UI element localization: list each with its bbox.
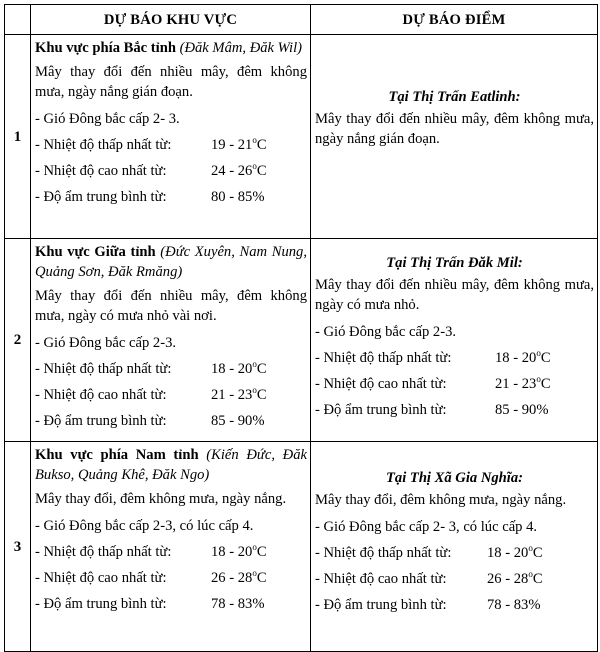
point-humidity-label: - Độ ẩm trung bình từ: [315, 402, 447, 418]
humidity-label: - Độ ẩm trung bình từ: [35, 189, 167, 205]
tmax-value: 24 - 26$^o$C [211, 161, 267, 179]
area-cell [31, 35, 311, 239]
point-wind-text: - Gió Đông bắc cấp 2-3. [315, 324, 457, 340]
table-row [5, 442, 598, 652]
area-description: Mây thay đổi đến nhiều mây, đêm không mưa, ngày nắng gián đoạn. [35, 64, 307, 100]
area-list: (Kiến Đức, Đăk Bukso, Quảng Khê, Đăk Ngo) [35, 447, 307, 483]
forecast-table [4, 4, 598, 652]
point-description: Mây thay đổi, đêm không mưa, ngày nắng. [315, 492, 567, 508]
point-humidity-value: 78 - 83% [487, 597, 541, 613]
humidity-value: 80 - 85% [211, 189, 265, 205]
point-tmax-label: - Nhiệt độ cao nhất từ: [315, 376, 447, 392]
tmin-value: 18 - 20$^o$C [211, 359, 267, 377]
humidity-label: - Độ ẩm trung bình từ: [35, 596, 167, 612]
point-tmin-line [315, 343, 594, 369]
tmax-value: 21 - 23$^o$C [211, 385, 267, 403]
area-title: Khu vực Giữa tỉnh [35, 244, 156, 260]
point-humidity-label: - Độ ẩm trung bình từ: [315, 597, 447, 613]
point-cell [311, 35, 598, 239]
area-title: Khu vực phía Nam tỉnh [35, 447, 199, 463]
header-row [5, 5, 598, 35]
point-humidity-line [315, 395, 594, 421]
point-tmin-line [315, 538, 594, 564]
point-humidity-value: 85 - 90% [495, 402, 549, 418]
tmax-label: - Nhiệt độ cao nhất từ: [35, 570, 167, 586]
header-area: DỰ BÁO KHU VỰC [31, 5, 311, 35]
table-row [5, 35, 598, 239]
tmin-line [35, 537, 307, 563]
point-tmax-value: 21 - 23$^o$C [495, 374, 551, 392]
point-tmin-value: 18 - 20$^o$C [487, 543, 543, 561]
humidity-value: 78 - 83% [211, 596, 265, 612]
row-number: 3 [5, 442, 31, 652]
humidity-value: 85 - 90% [211, 413, 265, 429]
area-heading [35, 445, 307, 485]
area-heading [35, 38, 307, 58]
point-wind-line [315, 512, 594, 538]
point-wind-line [315, 317, 594, 343]
wind-text: - Gió Đông bắc cấp 2-3, có lúc cấp 4. [35, 518, 254, 534]
point-cell [311, 442, 598, 652]
humidity-line [35, 406, 307, 432]
tmax-value: 26 - 28$^o$C [211, 568, 267, 586]
area-list: (Đăk Mâm, Đăk Wil) [175, 40, 302, 56]
tmin-value: 18 - 20$^o$C [211, 542, 267, 560]
point-wind-text: - Gió Đông bắc cấp 2- 3, có lúc cấp 4. [315, 519, 538, 535]
point-tmax-value: 26 - 28$^o$C [487, 569, 543, 587]
area-heading [35, 242, 307, 282]
humidity-line [35, 589, 307, 615]
point-tmin-value: 18 - 20$^o$C [495, 348, 551, 366]
area-list: (Đức Xuyên, Nam Nung, Quảng Sơn, Đăk Rmăng) [35, 244, 308, 280]
tmin-label: - Nhiệt độ thấp nhất từ: [35, 544, 172, 560]
point-tmax-label: - Nhiệt độ cao nhất từ: [315, 571, 447, 587]
point-title: Tại Thị Xã Gia Nghĩa: [385, 470, 524, 486]
point-description: Mây thay đổi đến nhiều mây, đêm không mưa, ngày nắng gián đoạn. [315, 111, 594, 147]
humidity-line [35, 182, 307, 208]
row-number: 1 [5, 35, 31, 239]
area-description: Mây thay đổi, đêm không mưa, ngày nắng. [35, 491, 287, 507]
table-row [5, 239, 598, 442]
tmax-line [35, 380, 307, 406]
point-cell [311, 239, 598, 442]
point-tmax-line [315, 369, 594, 395]
area-cell [31, 239, 311, 442]
point-title: Tại Thị Trấn Đăk Mil: [386, 255, 523, 271]
area-title: Khu vực phía Bắc tỉnh [35, 40, 176, 56]
header-index [5, 5, 31, 35]
point-tmax-line [315, 564, 594, 590]
tmin-label: - Nhiệt độ thấp nhất từ: [35, 361, 172, 377]
point-description: Mây thay đổi đến nhiều mây, đêm không mưa, ngày có mưa nhỏ. [315, 277, 594, 313]
area-cell [31, 442, 311, 652]
point-humidity-line [315, 590, 594, 616]
tmax-line [35, 156, 307, 182]
area-description: Mây thay đổi đến nhiều mây, đêm không mưa, ngày có mưa nhỏ vài nơi. [35, 288, 307, 324]
point-tmin-label: - Nhiệt độ thấp nhất từ: [315, 350, 452, 366]
humidity-label: - Độ ẩm trung bình từ: [35, 413, 167, 429]
tmin-line [35, 354, 307, 380]
tmin-value: 19 - 21$^o$C [211, 135, 267, 153]
tmin-line [35, 130, 307, 156]
point-title: Tại Thị Trấn Eatlinh: [388, 89, 521, 105]
row-number: 2 [5, 239, 31, 442]
tmax-line [35, 563, 307, 589]
point-tmin-label: - Nhiệt độ thấp nhất từ: [315, 545, 452, 561]
wind-line [35, 511, 307, 537]
tmax-label: - Nhiệt độ cao nhất từ: [35, 163, 167, 179]
wind-text: - Gió Đông bắc cấp 2-3. [35, 335, 177, 351]
tmax-label: - Nhiệt độ cao nhất từ: [35, 387, 167, 403]
wind-line [35, 328, 307, 354]
wind-text: - Gió Đông bắc cấp 2- 3. [35, 111, 180, 127]
wind-line [35, 104, 307, 130]
header-point: DỰ BÁO ĐIỂM [311, 5, 598, 35]
tmin-label: - Nhiệt độ thấp nhất từ: [35, 137, 172, 153]
